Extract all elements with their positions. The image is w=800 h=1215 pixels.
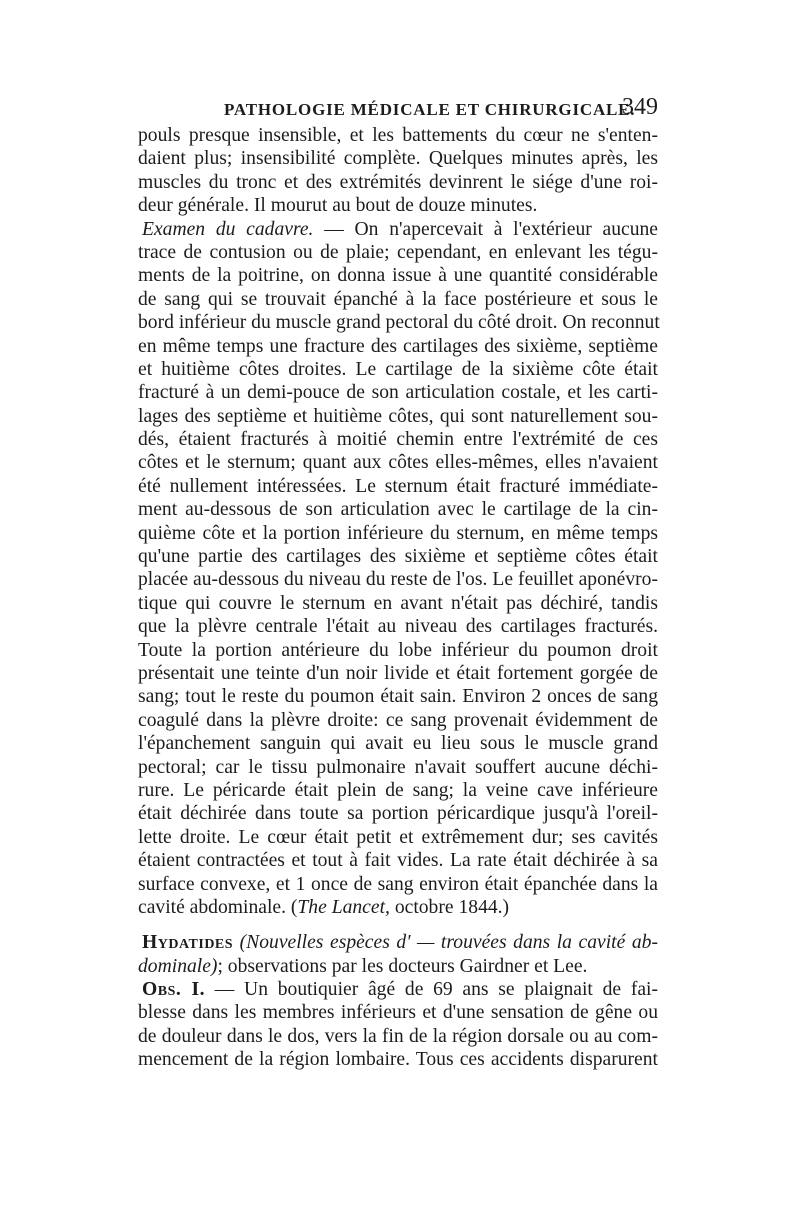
book-page bbox=[138, 96, 658, 1072]
text-line: bord inférieur du muscle grand pectoral du côté droit. On reconnut bbox=[138, 312, 660, 334]
section-title: Hydatides bbox=[142, 932, 234, 954]
section-hydatides bbox=[138, 931, 658, 978]
text-line: muscles du tronc et des extrémités devinrent le siége d'une roi- bbox=[138, 171, 658, 193]
text-line: que la plèvre centrale l'était au niveau des cartilages fracturés. bbox=[138, 616, 658, 638]
text-line: l'épanchement sanguin qui avait eu lieu sous le muscle grand bbox=[138, 733, 658, 755]
text-line: et huitième côtes droites. Le cartilage de la sixième côte était bbox=[138, 358, 658, 380]
text-line: de sang qui se trouvait épanché à la face postérieure et sous le bbox=[138, 288, 658, 310]
text-line: était déchirée dans toute sa portion péricardique jusqu'à l'oreil- bbox=[138, 803, 658, 825]
text-line: deur générale. Il mourut au bout de douze minutes. bbox=[138, 195, 538, 217]
text-line bbox=[138, 931, 658, 954]
paragraph-autopsy bbox=[138, 218, 658, 920]
observation-1 bbox=[138, 978, 658, 1072]
text-line: Toute la portion antérieure du lobe inférieur du poumon droit bbox=[138, 639, 658, 661]
text-line: quième côte et la portion inférieure du sternum, en même temps bbox=[138, 522, 658, 544]
text-span: octobre 1844.) bbox=[389, 896, 510, 918]
text-line: présentait une teinte d'un noir livide et était fortement gorgée de bbox=[138, 662, 658, 684]
text-line: côtes et le sternum; quant aux côtes elles-mêmes, elles n'avaient bbox=[138, 452, 658, 474]
text-line: mencement de la région lombaire. Tous ces accidents disparurent bbox=[138, 1049, 658, 1071]
citation-italic: The Lancet, bbox=[297, 896, 390, 918]
text-line: lette droite. Le cœur était petit et extrêmement dur; ses cavités bbox=[138, 826, 658, 848]
section-subtitle-italic: dominale) bbox=[138, 955, 218, 977]
section-gap bbox=[138, 919, 658, 931]
observation-label: Obs. I. bbox=[142, 979, 206, 1001]
text-span: — Un boutiquier âgé de 69 ans se plaignait de fai- bbox=[205, 979, 659, 1001]
paragraph-1 bbox=[138, 124, 658, 218]
text-line: qu'une partie des cartilages des sixième et septième côtes était bbox=[138, 546, 658, 568]
text-line: placée au-dessous du niveau du reste de l'os. Le feuillet aponévro- bbox=[138, 569, 658, 591]
text-line: ment au-dessous de son articulation avec le cartilage de la cin- bbox=[138, 499, 658, 521]
text-line: sang; tout le reste du poumon était sain. Environ 2 onces de sang bbox=[138, 686, 658, 708]
text-line: étaient contractées et tout à fait vides. La rate était déchirée à sa bbox=[138, 850, 658, 872]
text-line: de douleur dans le dos, vers la fin de la région dorsale ou au com- bbox=[138, 1025, 658, 1047]
text-line: fracturé à un demi-pouce de son articulation costale, et les carti- bbox=[138, 382, 658, 404]
page-header bbox=[138, 96, 658, 124]
text-line: lages des septième et huitième côtes, qui sont naturellement sou- bbox=[138, 405, 658, 427]
text-line bbox=[138, 955, 658, 978]
text-line: blesse dans les membres inférieurs et d'une sensation de gêne ou bbox=[138, 1002, 658, 1024]
text-span: ; observations par les docteurs Gairdner et Lee. bbox=[217, 955, 588, 977]
text-span: — On n'apercevait à l'extérieur aucune bbox=[313, 218, 658, 240]
text-line: ments de la poitrine, on donna issue à une quantité considérable bbox=[138, 265, 658, 287]
text-line: daient plus; insensibilité complète. Quelques minutes après, les bbox=[138, 148, 658, 170]
page-number: 349 bbox=[622, 94, 658, 120]
text-line: pouls presque insensible, et les battements du cœur ne s'enten- bbox=[138, 125, 658, 146]
text-line: trace de contusion ou de plaie; cependant, en enlevant les tégu- bbox=[138, 241, 658, 263]
text-line bbox=[138, 218, 658, 241]
section-lead-italic: Examen du cadavre. bbox=[142, 218, 314, 240]
text-line: en même temps une fracture des cartilages des sixième, septième bbox=[138, 335, 658, 357]
text-line: rure. Le péricarde était plein de sang; la veine cave inférieure bbox=[138, 779, 658, 801]
text-line: coagulé dans la plèvre droite: ce sang provenait évidemment de bbox=[138, 709, 658, 731]
running-head: PATHOLOGIE MÉDICALE ET CHIRURGICALE. bbox=[224, 100, 636, 119]
text-line: surface convexe, et 1 once de sang environ était épanchée dans la bbox=[138, 873, 658, 895]
text-line: pectoral; car le tissu pulmonaire n'avait souffert aucune déchi- bbox=[138, 756, 658, 778]
text-line: tique qui couvre le sternum en avant n'était pas déchiré, tandis bbox=[138, 592, 658, 614]
text-line: dés, étaient fracturés à moitié chemin entre l'extrémité de ces bbox=[138, 429, 658, 451]
section-subtitle-italic: (Nouvelles espèces d' — trouvées dans la cavité ab- bbox=[239, 932, 658, 954]
text-line bbox=[138, 978, 658, 1001]
text-line: été nullement intéressées. Le sternum était fracturé immédiate- bbox=[138, 475, 658, 497]
text-span: cavité abdominale. ( bbox=[138, 896, 298, 918]
text-line bbox=[138, 896, 658, 919]
